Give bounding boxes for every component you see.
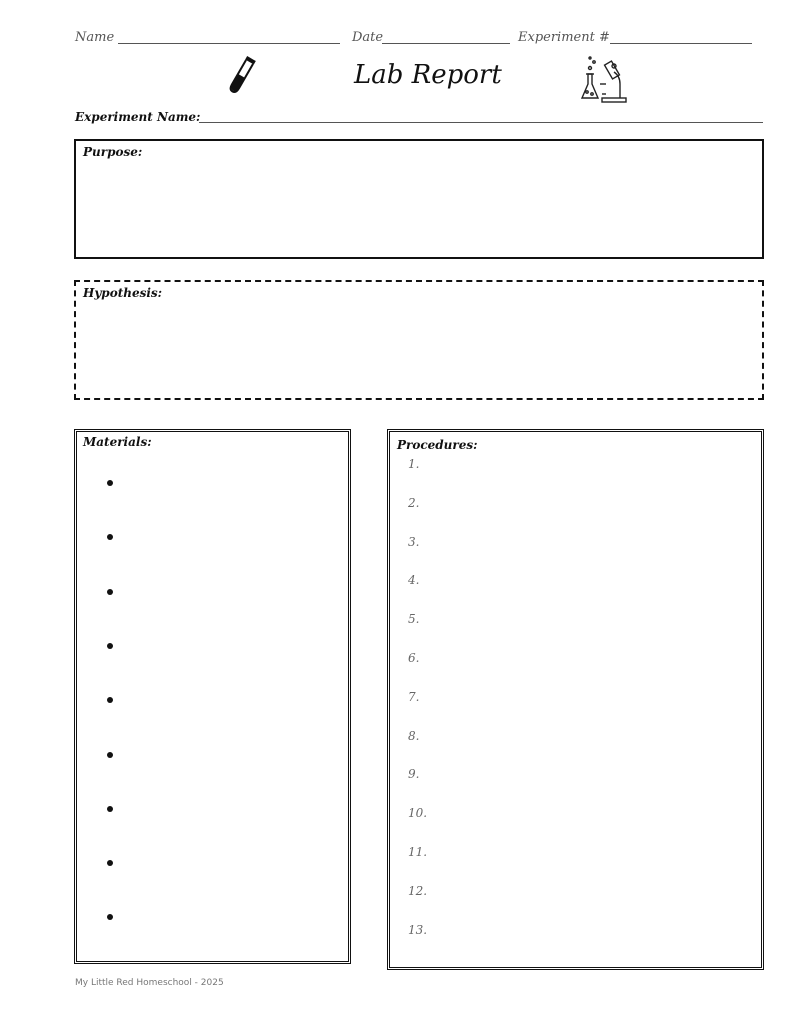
name-label: Name bbox=[75, 30, 115, 45]
procedures-label: Procedures: bbox=[397, 438, 478, 452]
material-bullet bbox=[107, 534, 113, 540]
purpose-label: Purpose: bbox=[83, 145, 143, 159]
material-bullet bbox=[107, 860, 113, 866]
material-bullet bbox=[107, 643, 113, 649]
microscope-icon bbox=[580, 54, 632, 104]
purpose-box[interactable] bbox=[74, 139, 764, 259]
procedure-number: 2. bbox=[408, 495, 420, 510]
date-label: Date bbox=[352, 30, 384, 45]
procedure-number: 7. bbox=[408, 689, 420, 704]
materials-label: Materials: bbox=[83, 435, 152, 449]
procedure-number: 11. bbox=[408, 845, 428, 859]
material-bullet bbox=[107, 480, 113, 486]
material-bullet bbox=[107, 806, 113, 812]
test-tube-icon bbox=[222, 52, 262, 98]
procedure-number: 3. bbox=[408, 534, 420, 549]
procedure-number: 12. bbox=[408, 883, 428, 898]
procedure-number: 8. bbox=[408, 728, 420, 743]
procedures-box[interactable] bbox=[387, 429, 764, 970]
hypothesis-label: Hypothesis: bbox=[83, 286, 163, 300]
procedure-number: 9. bbox=[408, 767, 420, 782]
material-bullet bbox=[107, 752, 113, 758]
procedure-number: 6. bbox=[408, 651, 420, 665]
material-bullet bbox=[107, 697, 113, 703]
experiment-name-label: Experiment Name: bbox=[75, 110, 201, 124]
material-bullet bbox=[107, 589, 113, 595]
procedure-number: 5. bbox=[408, 612, 420, 627]
page-title: Lab Report bbox=[354, 60, 502, 90]
date-line[interactable] bbox=[382, 43, 510, 44]
name-line[interactable] bbox=[118, 43, 340, 44]
experiment-name-line[interactable] bbox=[199, 122, 763, 123]
materials-box[interactable] bbox=[74, 429, 351, 964]
material-bullet bbox=[107, 914, 113, 920]
footer-credit: My Little Red Homeschool - 2025 bbox=[75, 978, 224, 988]
procedure-number: 4. bbox=[408, 573, 420, 588]
experiment-number-line[interactable] bbox=[610, 43, 752, 44]
procedure-number: 10. bbox=[408, 806, 428, 821]
experiment-number-label: Experiment # bbox=[518, 30, 610, 45]
hypothesis-box[interactable] bbox=[74, 280, 764, 400]
procedure-number: 1. bbox=[408, 457, 420, 471]
procedure-number: 13. bbox=[408, 922, 428, 937]
